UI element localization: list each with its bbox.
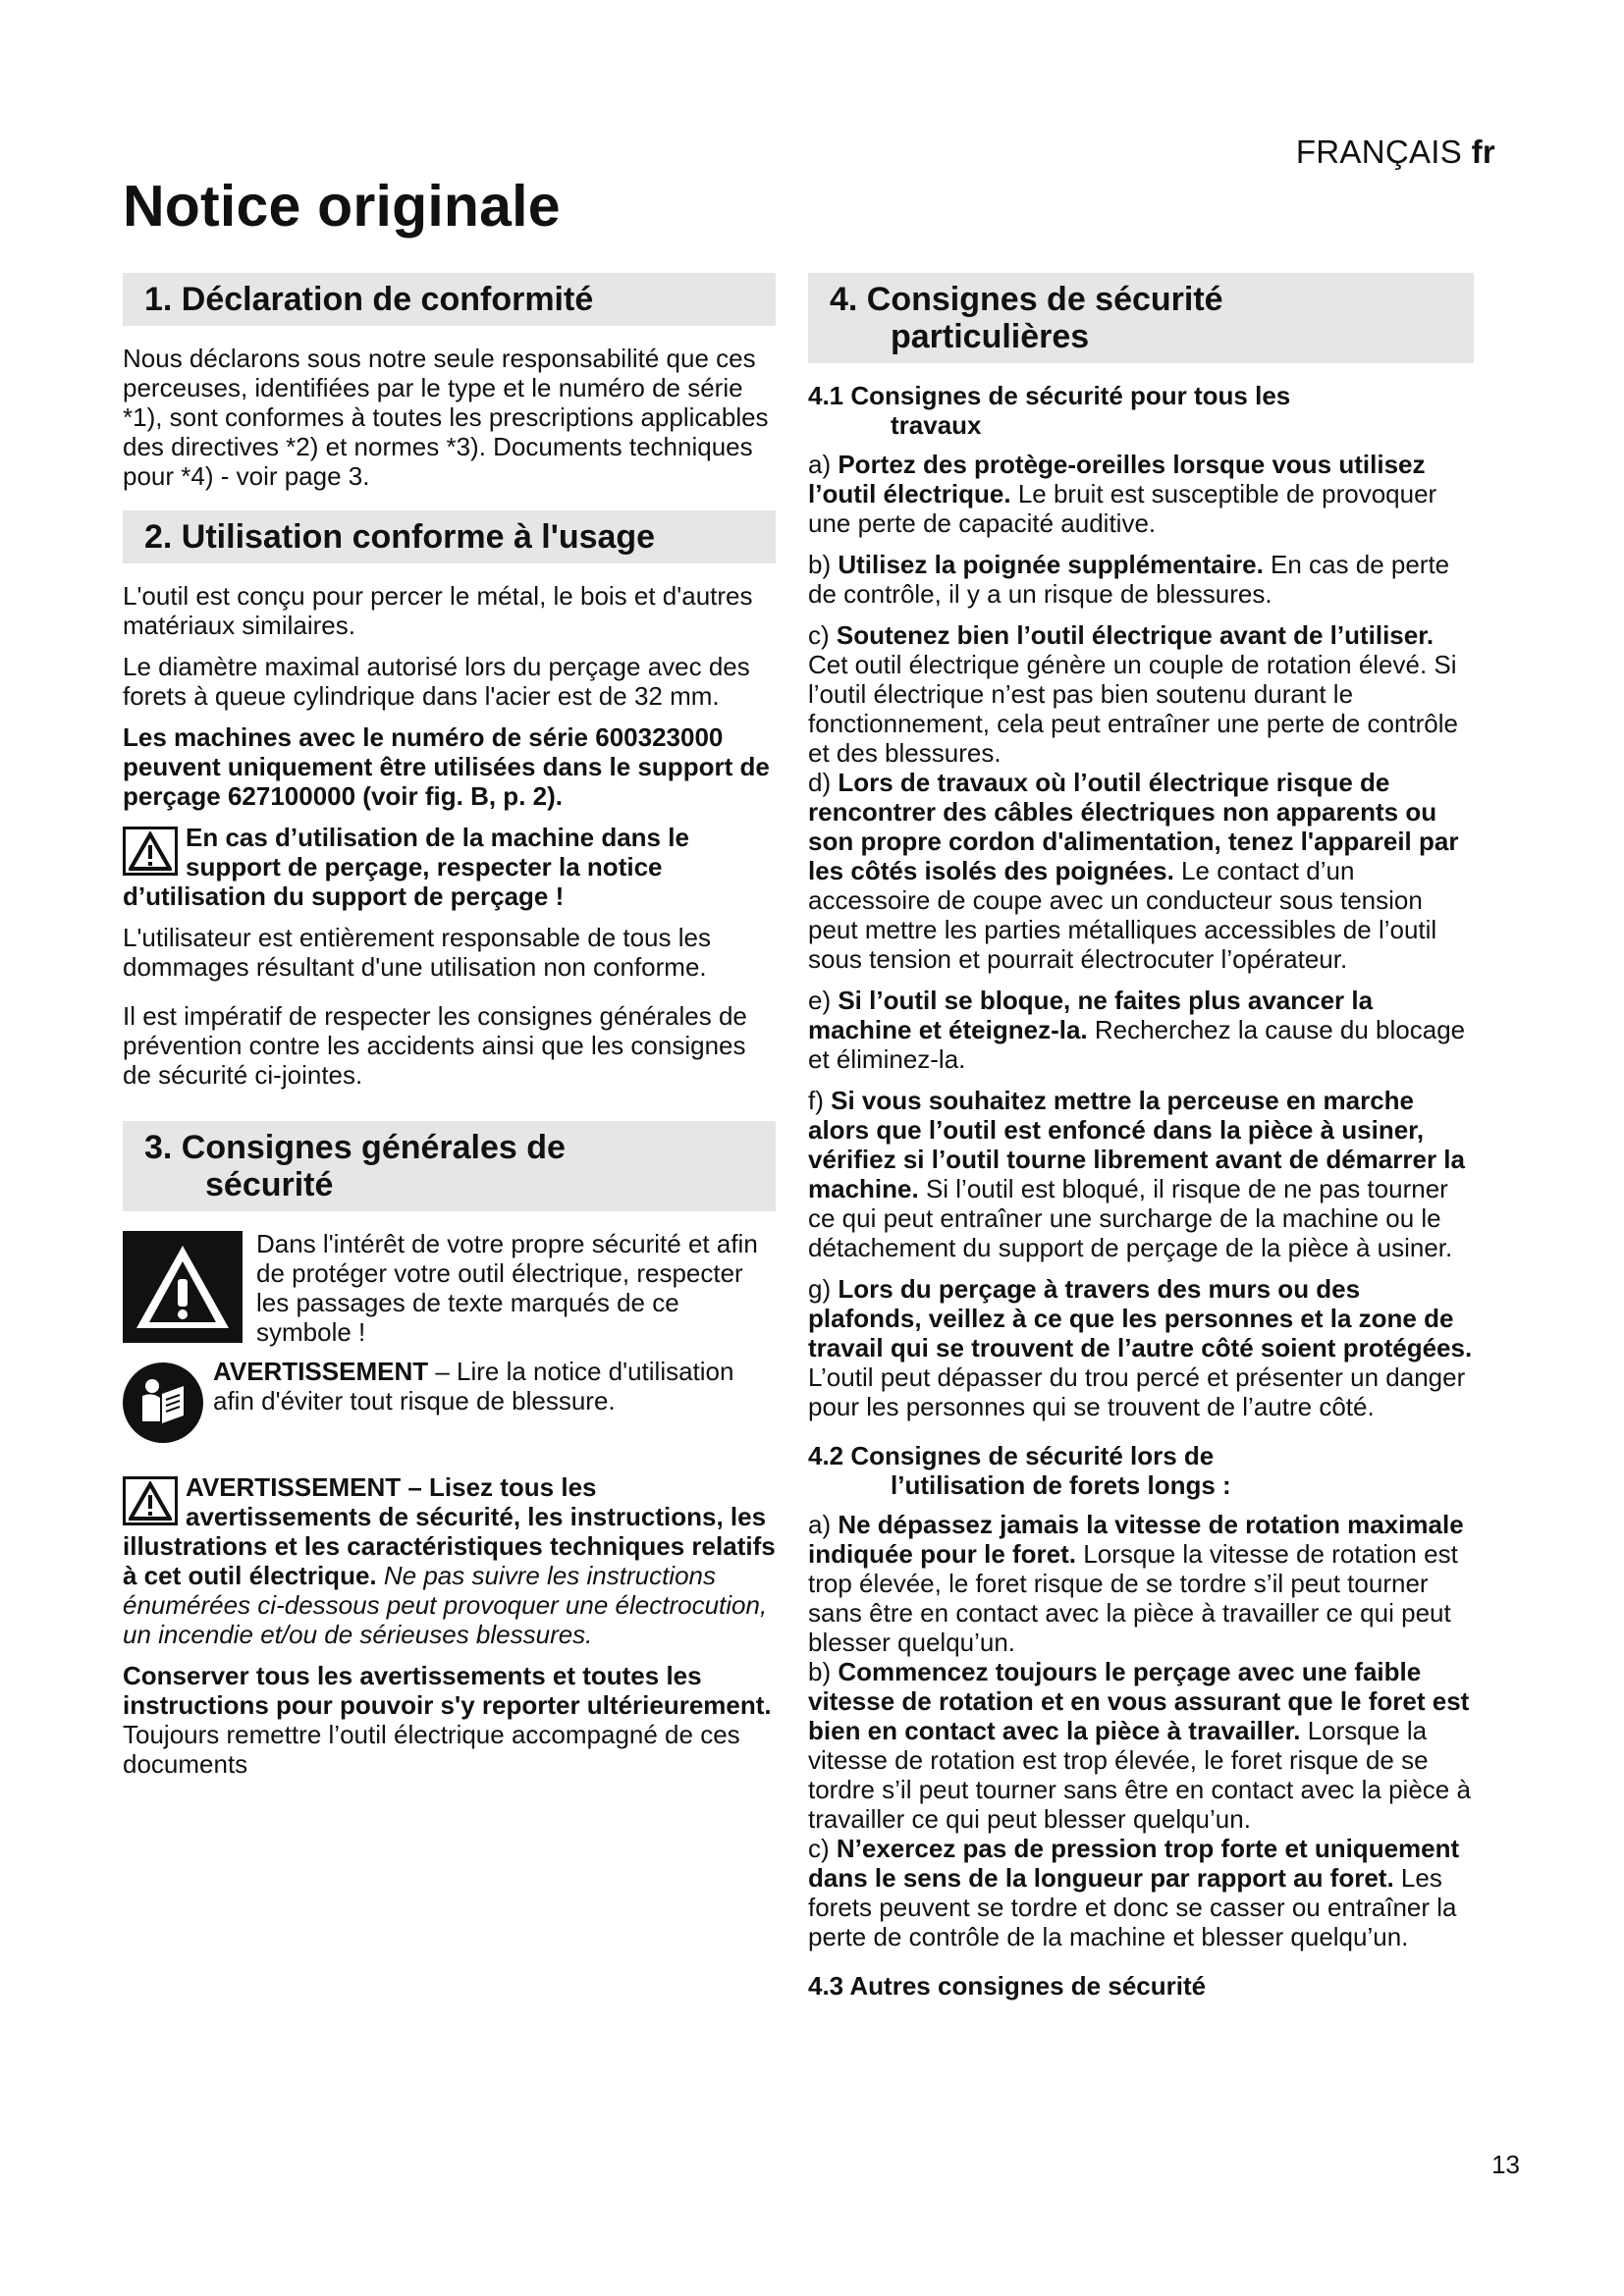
subsection-4-1-heading: 4.1 Consignes de sécurité pour tous les travaux [808,381,1291,440]
rule-f: f) Si vous souhaitez mettre la perceuse en marche alors que l’outil est enfoncé dans la pièce à usiner, vérifiez si l’outil tourne librement avant de démarrer la machine. Si l’outil est bloqué, il risque de ne pas tourner ce qui peut entraîner une surcharge de la machine ou le détachement du support de perçage de la pièce à usiner. [808,1086,1465,1262]
rule-d: d) Lors de travaux où l’outil électrique risque de rencontrer des câbles électriques non apparents ou son propre cordon d'alimentation, tenez l'appareil par les côtés isolés des poignées. Le contact d’un accessoire de coupe avec un conducteur sous tension peut mettre les parties métalliques accessibles de l’outil sous tension et pourrait électrocuter l’opérateur. [808,768,1459,974]
subsection-4-2-heading: 4.2 Consignes de sécurité lors de l’utilisation de forets longs : [808,1441,1231,1500]
symbol-explanation: Dans l'intérêt de votre propre sécurité et afin de protéger votre outil électrique, respecter les passages de texte marqués de ce symbole ! [256,1229,758,1347]
read-manual-row [123,1357,776,1443]
section-1-heading: 1. Déclaration de conformité [123,273,776,326]
safety-symbol-row [123,1229,776,1347]
keep-documents: Toujours remettre l’outil électrique accompagné de ces documents [123,1720,740,1779]
warning-triangle-icon-2 [123,1476,178,1525]
warning-symbol-icon [123,1231,243,1343]
general-warning: AVERTISSEMENT – Lisez tous les avertissements de sécurité, les instructions, les illustrations et les caractéristiques techniques relatifs à cet outil électrique. Ne pas suivre les instructions énumérées ci-dessous peut provoquer une électrocution, un incendie et/ou de sérieuses blessures. [123,1472,776,1649]
right-column [808,273,1476,2010]
rule-a: a) Portez des protège-oreilles lorsque vous utilisez l’outil électrique. Le bruit est susceptible de provoquer une perte de capacité auditive. [808,450,1437,538]
rule-b2: b) Commencez toujours le perçage avec une faible vitesse de rotation et en vous assurant que le foret est bien en contact avec la pièce à travailler. Lorsque la vitesse de rotation est trop élevée, le foret risque de se tordre s’il peut tourner sans être en contact avec la pièce à travailler ce qui peut blesser quelqu’un. [808,1657,1471,1834]
section-3-heading: 3. Consignes générales de sécurité [123,1121,776,1211]
left-column [123,273,776,1790]
rule-b: b) Utilisez la poignée supplémentaire. En cas de perte de contrôle, il y a un risque de blessures. [808,550,1450,609]
page-title: Notice originale [123,174,561,239]
section-2-heading: 2. Utilisation conforme à l'usage [123,510,776,563]
keep-instructions: Conserver tous les avertissements et toutes les instructions pour pouvoir s'y reporter ultérieurement. [123,1661,772,1720]
usage-text-6: Il est impératif de respecter les consignes générales de prévention contre les accidents ainsi que les consignes de sécurité ci-jointes. [123,1001,747,1090]
usage-text-1: L'outil est conçu pour percer le métal, le bois et d'autres matériaux similaires. [123,581,753,640]
rule-g: g) Lors du perçage à travers des murs ou des plafonds, veillez à ce que les personnes et la zone de travail qui se trouvent de l’autre côté soient protégées. L’outil peut dépasser du trou percé et présenter un danger pour les personnes qui se trouvent de l’autre côté. [808,1274,1473,1421]
subsection-4-3-heading: 4.3 Autres consignes de sécurité [808,1971,1207,2001]
rule-e: e) Si l’outil se bloque, ne faites plus avancer la machine et éteignez-la. Recherchez la cause du blocage et éliminez-la. [808,986,1466,1074]
serial-number-note: Les machines avec le numéro de série 600323000 peuvent uniquement être utilisées dans le support de perçage 627100000 (voir fig. B, p. 2). [123,722,770,811]
rule-a2: a) Ne dépassez jamais la vitesse de rotation maximale indiquée pour le foret. Lorsque la vitesse de rotation est trop élevée, le foret risque de se tordre s’il peut tourner sans être en contact avec la pièce à travailler ce qui peut blesser quelqu’un. [808,1510,1464,1657]
page-number: 13 [1491,2150,1520,2179]
rule-c: c) Soutenez bien l’outil électrique avant de l’utiliser. Cet outil électrique génère un couple de rotation élevé. Si l’outil électrique n’est pas bien soutenu durant le fonctionnement, cela peut entraîner une perte de contrôle et des blessures. [808,620,1458,768]
drill-stand-warning: En cas d’utilisation de la machine dans le support de perçage, respecter la notice d’utilisation du support de perçage ! [123,823,689,911]
warning-triangle-icon [123,827,178,876]
usage-text-5: L'utilisateur est entièrement responsable de tous les dommages résultant d'une utilisation non conforme. [123,923,711,982]
usage-text-2: Le diamètre maximal autorisé lors du perçage avec des forets à queue cylindrique dans l'acier est de 32 mm. [123,652,750,711]
rule-c2: c) N’exercez pas de pression trop forte et uniquement dans le sens de la longueur par rapport au foret. Les forets peuvent se tordre et donc se casser ou entraîner la perte de contrôle de la machine et blesser quelqu’un. [808,1834,1460,1951]
language-label: FRANÇAIS fr [1295,133,1495,170]
conformity-text: Nous déclarons sous notre seule responsabilité que ces perceuses, identifiées par le type et le numéro de série *1), sont conformes à toutes les prescriptions applicables des directives *2) et normes *3). Documents techniques pour *4) - voir page 3. [123,344,769,491]
read-manual-text: AVERTISSEMENT – Lire la notice d'utilisation afin d'éviter tout risque de blessure. [213,1357,734,1415]
section-4-heading: 4. Consignes de sécurité particulières [808,273,1474,363]
read-manual-icon [123,1362,203,1443]
